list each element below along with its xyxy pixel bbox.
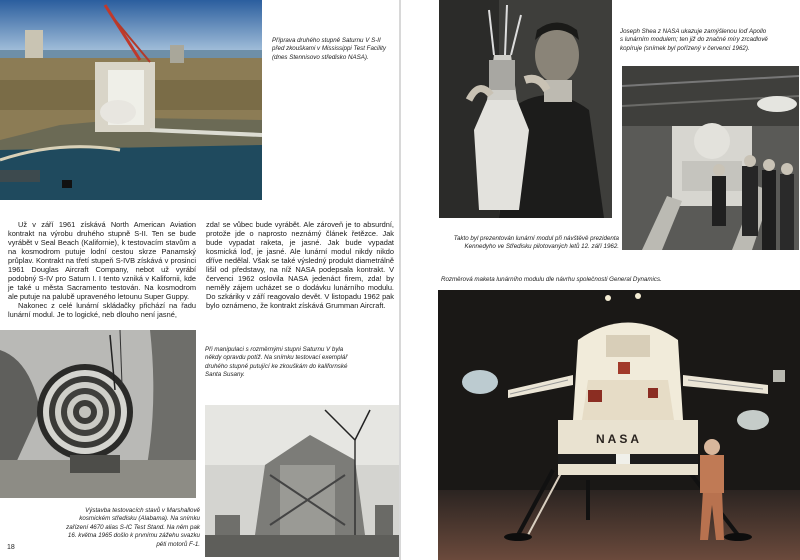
caption-lower-right: Rozměrová maketa lunárního modulu dle návrhu společnosti General Dynamics. (441, 276, 662, 283)
mockup-nasa-label: NASA (595, 432, 642, 446)
photo-lm-mockup (438, 290, 800, 560)
photo-joseph-shea-model (439, 0, 612, 218)
photo-test-facility-aerial (0, 0, 262, 200)
photo-test-stand-construction (205, 405, 399, 557)
photo-stage-transport (0, 330, 196, 498)
article-col1-paragraph-2: Nakonec z celé lunární skládačky přichází na řadu lunární modul. Je to logické, neb dlouho není jasné, (8, 300, 196, 319)
caption-top-right: Joseph Shea z NASA ukazuje zamýšlenou loď Apollo s lunárním modulem; ten již do značné míry zrcadlově kopíruje (snímek byl pořízený v červenci 1962). (620, 28, 768, 52)
left-page (0, 0, 399, 560)
article-column-1 (8, 221, 196, 319)
caption-top: Příprava druhého stupně Saturnu V S-II před zkouškami v Mississippi Test Facility (dnes Stennisovo středisko NASA). (272, 37, 386, 61)
caption-middle: Při manipulaci s rozměrnými stupni Saturnu V byla někdy opravdu potíž. Na snímku testovací exemplář druhého stupně putující ke zkouškám do kalifornské Santa Susany. (205, 346, 348, 379)
photo-kennedy-visit (622, 66, 799, 250)
article-col1-paragraph-1: Už v září 1961 získává North American Aviation kontrakt na výrobu druhého stupně S-II. Ten se bude vyrábět v Seal Beach (Kalifornie), k testovacím stavům a na kosmodrom putuje lodní cestou skrze Panamský průplav. Kontrakt na třetí stupeň S-IVB získává v prosinci 1961 Douglas Aircraft Company, nebot už vyrábí podobný S-IV pro Saturn I. I tento vzniká v Kalifornii, kde je také u města Sacramento testován. Na kosmodrom ale putuje na palubě upraveného letounu Super Guppy. (8, 220, 196, 301)
article-col2-paragraph-1: zda! se vůbec bude vyrábět. Ale zároveň je to absurdní, protože jde o naprosto neznámý článek řetězce. Jak bude vypadat raketa, je jasné. Jak bude vypadat kosmická loď, je jasné. Ale lunární modul nikdy nikdo dříve nedělal. Však se také výsledný produkt diametrálně lišil od představy, na níž NASA podepsala kontrakt. V červenci 1962 oslovila NASA jedenáct firem, zda! by neměly zájem ucházet se o dodávku lunárního modulu. Do szkáriky v září reagovalo devět. V listopadu 1962 pak bylo oznámeno, že kontrakt získává Grumman Aircraft. (206, 220, 394, 310)
right-page (401, 0, 800, 560)
caption-middle-right: Takto byl prezentován lunární modul při návštěvě prezidenta Kennedyho ve Středisku pilotovaných letů 12. září 1962. (453, 235, 619, 251)
caption-bottom: Výstavba testovacích stavů v Marshallově kosmickém středisku (Alabama). Na snímku zařízení 4670 alias S-IC Test Stand. Na něm pak 16. května 1965 došlo k prvnímu zážehu svazku pěti motorů F-1. (66, 507, 200, 548)
article-column-2 (206, 221, 394, 311)
page-number: 18 (7, 544, 15, 551)
